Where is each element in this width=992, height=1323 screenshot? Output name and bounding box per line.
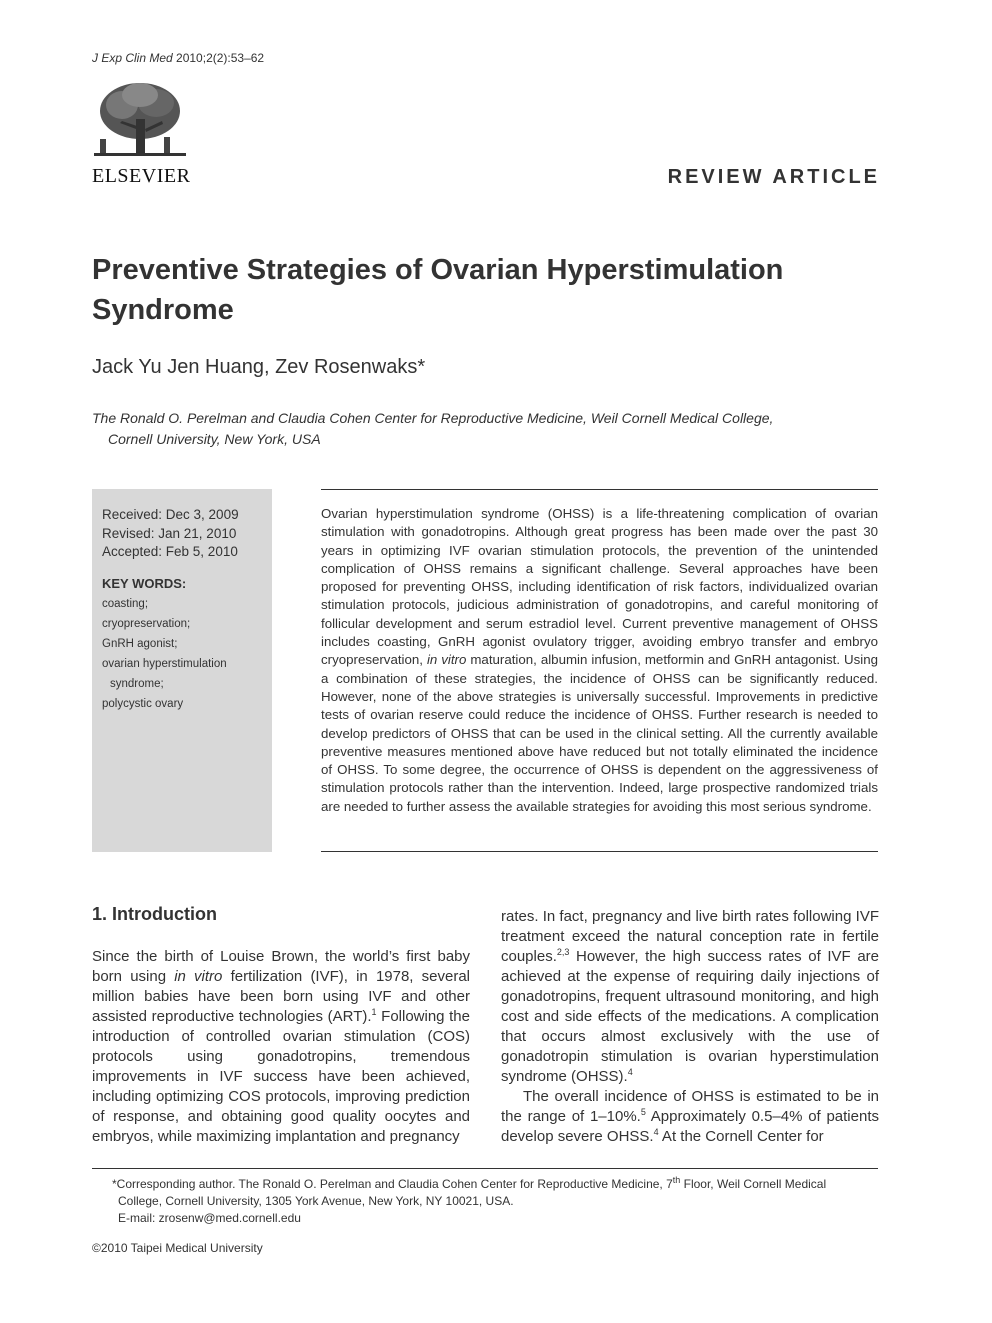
footnote-rule [92, 1168, 878, 1169]
footnote [112, 1176, 878, 1227]
affiliation-line-1: The Ronald O. Perelman and Claudia Cohen Center for Reproductive Medicine, Weil Cornell Medical College, [92, 410, 774, 426]
text-run: At the Cornell Center for [658, 1128, 824, 1145]
abstract-text [321, 505, 878, 816]
footnote-text: *Corresponding author. The Ronald O. Perelman and Claudia Cohen Center for Reproductive Medicine, 7 [112, 1177, 673, 1191]
keyword-item: coasting; [102, 597, 149, 610]
text-run: The overall incidence of OHSS is estimated to be in the range of 1–10%. [501, 1088, 879, 1125]
body-column-right [501, 907, 879, 1147]
citation-ref: 4 [653, 1127, 659, 1137]
keyword-item: cryopreservation; [102, 617, 191, 630]
text-run: rates. In fact, pregnancy and live birth rates following IVF treatment exceed the natural conception rate in fertile couples. [501, 908, 879, 965]
text-run: However, the high success rates of IVF are achieved at the expense of requiring daily injections of gonadotropins, frequent ultrasound monitoring, and high cost and side effects of the medications. A complication that occurs almost exclusively with the use of gonadotropin stimulation is ovarian hyperstimulation syndrome (OHSS). [501, 948, 879, 1085]
accepted-date: Accepted: Feb 5, 2010 [102, 544, 238, 559]
abstract-part-1: Ovarian hyperstimulation syndrome (OHSS) is a life-threatening complication of ovarian stimulation with gonadotropins. Although great progress has been made over the past 30 years in optimizing IVF ovarian stimulation protocols, the prevention of the unintended complication of OHSS remains a significant challenge. Several approaches have been proposed for preventing OHSS, including identification of risk factors, individualized ovarian stimulation protocols, judicious administration of gonadotropins, and careful monitoring of follicular development and serum estradiol level. Current preventive management of OHSS includes coasting, GnRH agonist ovulatory trigger, avoiding embryo transfer and embryo cryopreservation, [321, 506, 878, 668]
revised-date: Revised: Jan 21, 2010 [102, 525, 237, 541]
citation-ref: 5 [640, 1107, 646, 1117]
italic-run: in vitro [174, 968, 223, 985]
keyword-item: polycystic ovary [102, 697, 184, 710]
abstract-bottom-rule [321, 851, 878, 852]
info-sidebar [92, 489, 272, 852]
abstract-part-2: maturation, albumin infusion, metformin and GnRH antagonist. Using a combination of these strategies, the incidence of OHSS can be significantly reduced. However, none of the above strategies is universally successful. Improvements in predictive tests of ovarian reserve could reduce the incidence of OHSS. Further research is needed to develop predictors of OHSS that can be used in the clinical setting. All the currently available preventive measures mentioned above have reduced but not totally eliminated the incidence of OHSS. To some degree, the occurrence of OHSS is dependent on the aggressiveness of stimulation protocols rather than the intervention. Indeed, large prospective randomized trials are needed to further assess the available strategies for avoiding this most serious syndrome. [321, 652, 878, 814]
keyword-item: syndrome; [110, 677, 164, 690]
keyword-item: ovarian hyperstimulation [102, 657, 227, 670]
footnote-email: E-mail: zrosenw@med.cornell.edu [118, 1211, 301, 1225]
text-run: fertilization (IVF), in 1978, several million babies have been born using IVF and other assisted reproductive technologies (ART). [92, 968, 470, 1025]
journal-name: J Exp Clin Med [92, 51, 173, 65]
article-title [92, 250, 872, 330]
journal-citation [92, 51, 264, 65]
abstract [321, 505, 878, 816]
footnote-address: College, Cornell University, 1305 York Avenue, New York, NY 10021, USA. [118, 1194, 514, 1208]
section-heading: 1. Introduction [92, 904, 217, 924]
keyword-item: GnRH agonist; [102, 637, 178, 650]
affiliation-line-2: Cornell University, New York, USA [108, 431, 321, 447]
paragraph [501, 907, 879, 1087]
abstract-top-rule [321, 489, 878, 490]
affiliation [92, 408, 852, 450]
text-run: Approximately 0.5–4% of patients develop severe OHSS. [501, 1108, 879, 1145]
body-column-left [92, 947, 470, 1147]
footnote-sup: th [672, 1175, 681, 1185]
received-date: Received: Dec 3, 2009 [102, 507, 239, 522]
authors: Jack Yu Jen Huang, Zev Rosenwaks* [92, 356, 426, 378]
elsevier-tree-icon [92, 79, 188, 163]
publisher-logo [92, 79, 191, 187]
journal-volume: 2010;2(2):53–62 [172, 51, 265, 65]
paragraph [92, 947, 470, 1147]
citation-ref: 2,3 [556, 947, 570, 957]
title-line-1: Preventive Strategies of Ovarian Hyperstimulation [92, 254, 784, 286]
publisher-name: ELSEVIER [92, 165, 191, 187]
text-run: Since the birth of Louise Brown, the world’s first baby born using [92, 948, 470, 985]
abstract-italic: in vitro [426, 652, 467, 668]
copyright: ©2010 Taipei Medical University [92, 1241, 263, 1255]
footnote-text: Floor, Weil Cornell Medical [680, 1177, 827, 1191]
text-run: Following the introduction of controlled ovarian stimulation (COS) protocols using gonadotropins, tremendous improvements in IVF success have been achieved, including optimizing COS protocols, improving prediction of response, and obtaining good quality oocytes and embryos, while maximizing implantation and pregnancy [92, 1008, 470, 1145]
article-type: REVIEW ARTICLE [667, 166, 880, 188]
paragraph [501, 1087, 879, 1147]
keywords-heading: KEY WORDS: [102, 575, 187, 591]
citation-ref: 1 [371, 1007, 377, 1017]
title-line-2: Syndrome [92, 294, 234, 326]
citation-ref: 4 [627, 1067, 633, 1077]
